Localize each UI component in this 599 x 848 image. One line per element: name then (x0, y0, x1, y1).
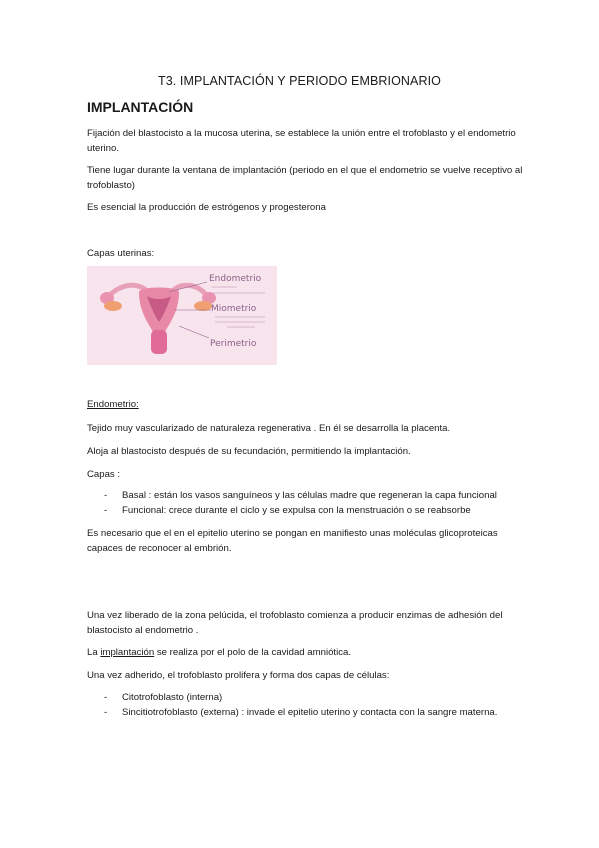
paragraph-aloja: Aloja al blastocisto después de su fecundación, permitiendo la implantación. (87, 446, 411, 457)
paragraph-fijacion: Fijación del blastocisto a la mucosa uterina, se establece la unión entre el trofoblasto y el endometrio uterino. (87, 128, 516, 154)
list-item-funcional (104, 503, 524, 518)
label-miometrio: Miometrio (211, 304, 257, 314)
label-perimetrio: Perimetrio (210, 339, 257, 349)
list-dash: - (104, 490, 108, 501)
label-endometrio: Endometrio (209, 274, 262, 284)
list-item-text: Sincitiotrofoblasto (externa) : invade el epitelio uterino y contacta con la sangre materna. (122, 707, 498, 718)
p8-post: se realiza por el polo de la cavidad amniótica. (154, 647, 352, 658)
paragraph-zona-pelucida: Una vez liberado de la zona pelúcida, el trofoblasto comienza a producir enzimas de adhesión del blastocisto al endometrio . (87, 610, 503, 636)
paragraph-ventana: Tiene lugar durante la ventana de implantación (periodo en el que el endometrio se vuelve receptivo al trofoblasto) (87, 165, 523, 191)
section-heading-implantacion: IMPLANTACIÓN (87, 99, 194, 115)
list-dash: - (104, 505, 108, 516)
right-ovary (194, 301, 212, 311)
list-item-text: Funcional: crece durante el ciclo y se expulsa con la menstruación o se reabsorbe (122, 505, 471, 516)
endometrio-heading: Endometrio: (87, 399, 139, 410)
document-title: T3. IMPLANTACIÓN Y PERIODO EMBRIONARIO (157, 74, 442, 88)
capas-uterinas-label: Capas uterinas: (87, 248, 155, 259)
list-item-citotrofoblasto (104, 690, 524, 705)
paragraph-glicoproteicas: Es necesario que el en el epitelio uterino se pongan en manifiesto unas moléculas glicoproteicas capaces de reconocer al embrión. (87, 528, 498, 554)
list-dash: - (104, 692, 108, 703)
cervix (151, 330, 167, 354)
paragraph-estrogenos: Es esencial la producción de estrógenos y progesterona (87, 202, 326, 213)
left-ovary (104, 301, 122, 311)
list-item-basal (104, 488, 524, 503)
list-item-text: Basal : están los vasos sanguíneos y las células madre que regeneran la capa funcional (122, 490, 497, 501)
paragraph-implantacion-polo (87, 645, 527, 660)
list-dash: - (104, 707, 108, 718)
paragraph-adherido: Una vez adherido, el trofoblasto prolifera y forma dos capas de células: (87, 670, 390, 681)
uterine-layers-figure (87, 266, 277, 365)
list-item-text: Citotrofoblasto (interna) (122, 692, 223, 703)
paragraph-tejido: Tejido muy vascularizado de naturaleza regenerativa . En él se desarrolla la placenta. (87, 423, 451, 434)
p8-underlined: implantación (100, 647, 155, 658)
uterus-diagram (87, 266, 277, 365)
list-item-sincitiotrofoblasto (104, 705, 524, 720)
p8-pre: La (87, 647, 101, 658)
capas-label: Capas : (87, 469, 121, 480)
